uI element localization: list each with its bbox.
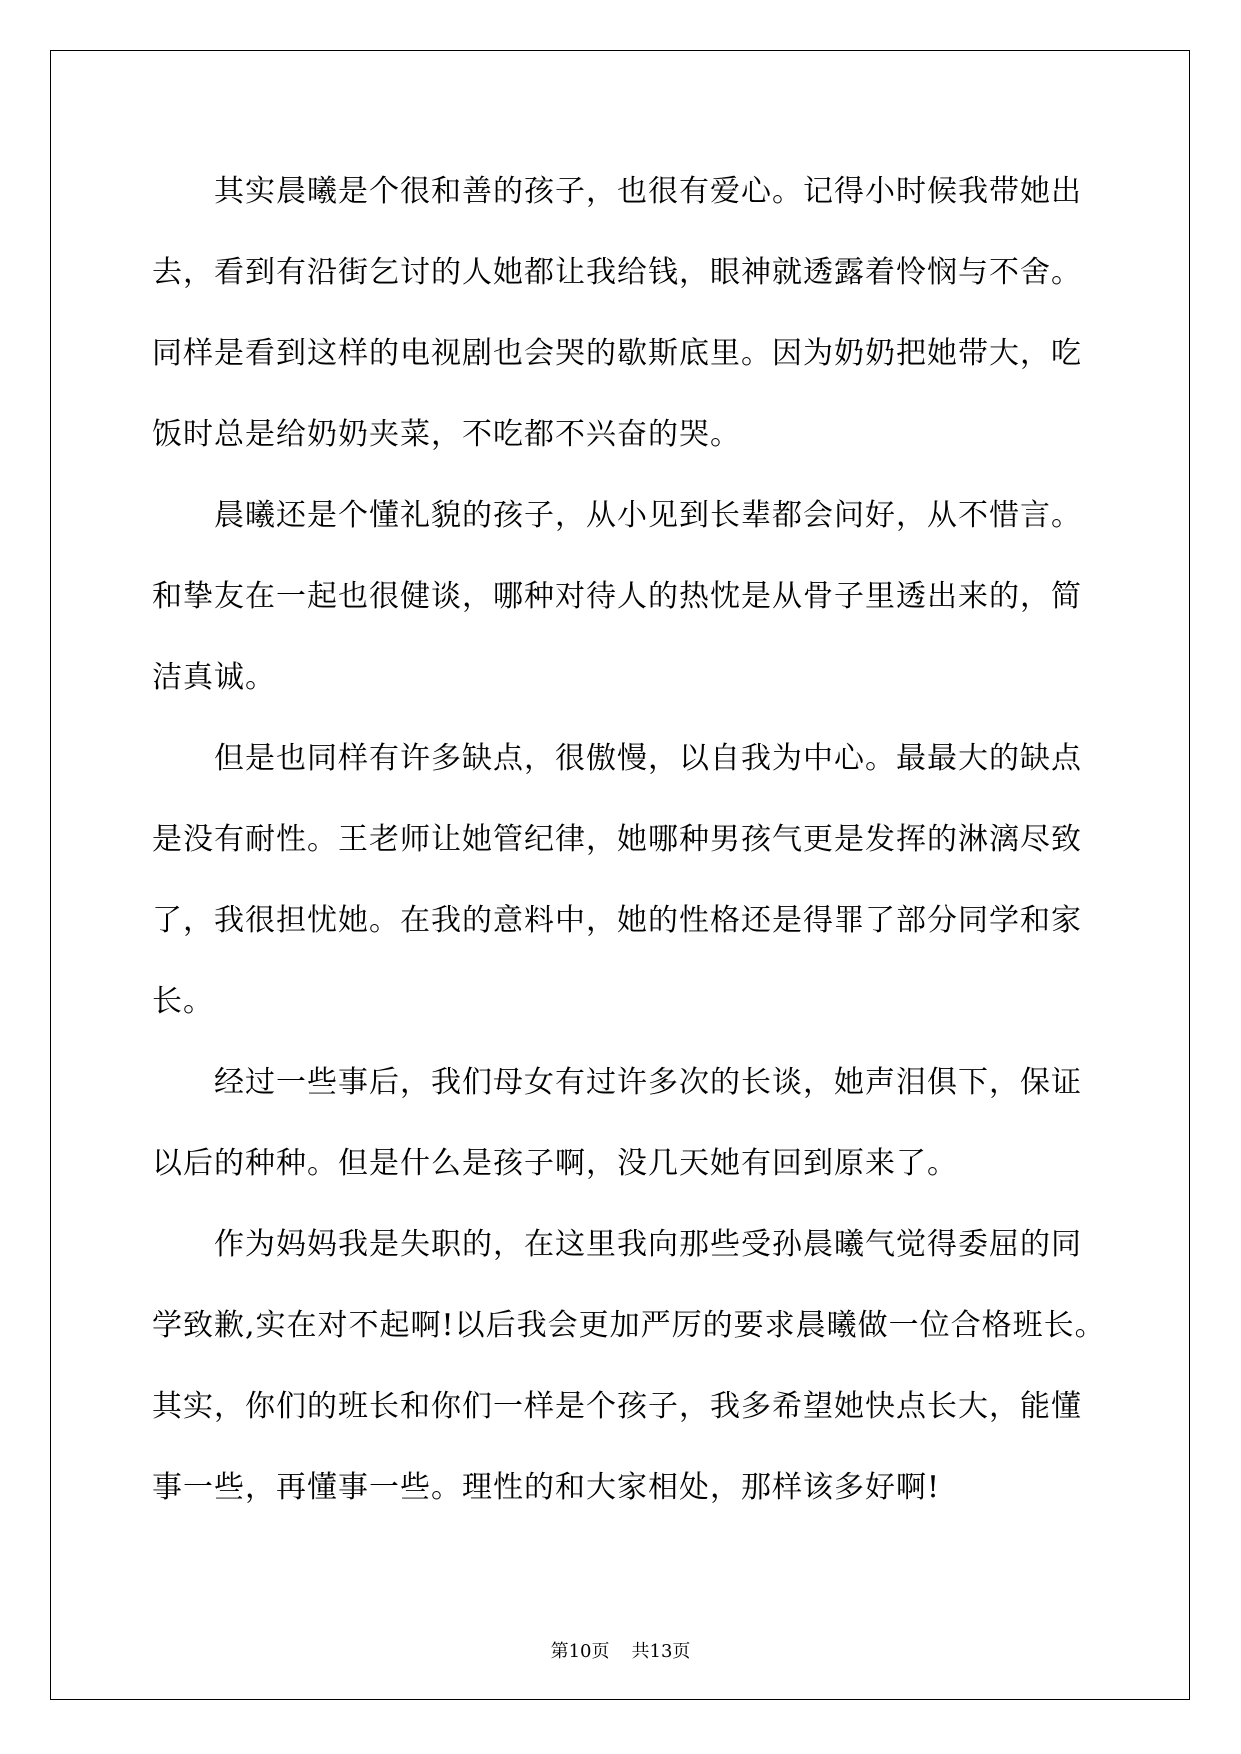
paragraph bbox=[152, 1053, 1092, 1215]
paragraph bbox=[152, 729, 1092, 1053]
text-line: 长。 bbox=[152, 984, 214, 1019]
text-line: 其实晨曦是个很和善的孩子，也很有爱心。记得小时候我带她出 bbox=[214, 174, 1082, 209]
text-line: 作为妈妈我是失职的，在这里我向那些受孙晨曦气觉得委屈的同 bbox=[214, 1227, 1082, 1262]
text-line: 和挚友在一起也很健谈，哪种对待人的热忱是从骨子里透出来的，简 bbox=[152, 579, 1082, 614]
text-line: 晨曦还是个懂礼貌的孩子，从小见到长辈都会问好，从不惜言。 bbox=[214, 498, 1082, 533]
text-line: 洁真诚。 bbox=[152, 660, 276, 695]
text-line: 学致歉,实在对不起啊!以后我会更加严厉的要求晨曦做一位合格班长。 bbox=[152, 1308, 1106, 1343]
text-line: 其实，你们的班长和你们一样是个孩子，我多希望她快点长大，能懂 bbox=[152, 1389, 1082, 1424]
text-line: 同样是看到这样的电视剧也会哭的歇斯底里。因为奶奶把她带大，吃 bbox=[152, 336, 1082, 371]
text-line: 以后的种种。但是什么是孩子啊，没几天她有回到原来了。 bbox=[152, 1146, 958, 1181]
page-total: 共13页 bbox=[631, 1641, 691, 1662]
text-line: 去，看到有沿街乞讨的人她都让我给钱，眼神就透露着怜悯与不舍。 bbox=[152, 255, 1082, 290]
paragraph bbox=[152, 1215, 1106, 1539]
paragraph bbox=[152, 162, 1092, 486]
page-footer bbox=[0, 1637, 1241, 1663]
text-line: 经过一些事后，我们母女有过许多次的长谈，她声泪俱下，保证 bbox=[214, 1065, 1082, 1100]
text-line: 了，我很担忧她。在我的意料中，她的性格还是得罪了部分同学和家 bbox=[152, 903, 1082, 938]
text-line: 饭时总是给奶奶夹菜，不吃都不兴奋的哭。 bbox=[152, 417, 741, 452]
page-number: 第10页 bbox=[550, 1641, 610, 1662]
text-line: 是没有耐性。王老师让她管纪律，她哪种男孩气更是发挥的淋漓尽致 bbox=[152, 822, 1082, 857]
text-line: 但是也同样有许多缺点，很傲慢，以自我为中心。最最大的缺点 bbox=[214, 741, 1082, 776]
document-body bbox=[152, 162, 1106, 1539]
paragraph bbox=[152, 486, 1092, 729]
text-line: 事一些，再懂事一些。理性的和大家相处，那样该多好啊! bbox=[152, 1470, 941, 1505]
